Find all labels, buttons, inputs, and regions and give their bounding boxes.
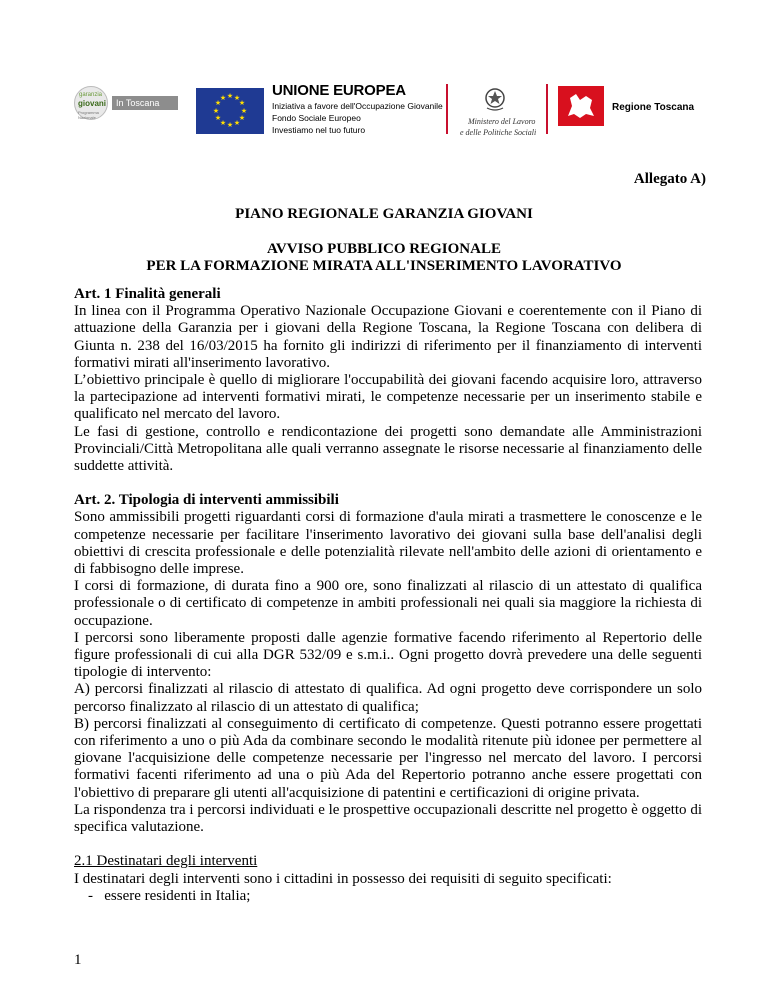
document-body xyxy=(74,286,702,905)
ministry-line-1: Ministero del Lavoro xyxy=(468,117,536,126)
art2-paragraph-2: I corsi di formazione, di durata fino a 900 ore, sono finalizzati al rilascio di un attestato di qualifica professionale o di certificato di competenze in ambiti professionali nei quali sia maggiore la richiesta di occupazione. xyxy=(74,578,702,629)
eu-line-3: Investiamo nel tuo futuro xyxy=(272,125,366,135)
svg-text:★: ★ xyxy=(226,121,234,129)
document-title: PIANO REGIONALE GARANZIA GIOVANI xyxy=(235,206,533,222)
garanzia-giovani-emblem xyxy=(74,86,108,120)
divider-bar xyxy=(546,84,548,134)
garanzia-giovani-logo xyxy=(74,86,180,120)
art2-paragraph-5: B) percorsi finalizzati al conseguimento di certificato di competenze. Questi potranno essere progettati con riferimento a uno o più Ada da combinare secondo le modalità ritenute più idonee per permettere al giovane l'acquisizione delle competenze necessarie per l'ingresso nel mercato del lavoro. I percorsi formativi facenti riferimento ad una o più Ada del Repertorio potranno anche essere progettati con l'obiettivo di preparare gli utenti all'acquisizione di patentini e certificazioni di origine privata. xyxy=(74,715,702,801)
art1-heading: Art. 1 Finalità generali xyxy=(74,286,221,302)
sec21-heading: 2.1 Destinatari degli interventi xyxy=(74,853,258,870)
page-number: 1 xyxy=(74,952,82,968)
art2-paragraph-3: I percorsi sono liberamente proposti dalle agenzie formative facendo riferimento al Repertorio delle figure professionali di cui alla DGR 532/09 e s.m.i.. Ogni progetto dovrà prevedere una delle seguenti tipologie di intervento: xyxy=(74,629,702,681)
svg-text:★: ★ xyxy=(233,119,241,127)
svg-text:★: ★ xyxy=(226,92,234,100)
art2-paragraph-1: Sono ammissibili progetti riguardanti corsi di formazione d'aula mirati a trasmettere le conoscenze e le competenze necessarie per facilitare l'inserimento lavorativo dei giovani sulla base dell'analisi degli obiettivi di crescita professionale e delle potenzialità rilevate nell'ambito delle azioni di orientamento e di fabbisogno delle imprese. xyxy=(74,509,702,578)
svg-text:★: ★ xyxy=(219,94,227,102)
eu-title: UNIONE EUROPEA xyxy=(272,82,406,99)
gg-logo-tag: In Toscana xyxy=(112,96,178,110)
spacer xyxy=(74,836,702,853)
art1-paragraph-2: L’obiettivo principale è quello di migliorare l'occupabilità dei giovani facendo acquisire loro, attraverso la partecipazione ad interventi formativi mirati, le competenze necessarie per un inserimento stabile e qualificato nel mercato del lavoro. xyxy=(74,372,702,423)
gg-logo-line3: Programma Nazionale xyxy=(78,110,99,120)
list-item-text: essere residenti in Italia; xyxy=(104,887,251,904)
art2-paragraph-6: La rispondenza tra i percorsi individuati e le prospettive occupazionali descritte nel progetto è oggetto di specifica valutazione. xyxy=(74,801,702,836)
gg-logo-line1: garanzia xyxy=(79,92,103,98)
list-item xyxy=(74,888,702,905)
region-name: Regione Toscana xyxy=(612,102,695,113)
art1-paragraph-3: Le fasi di gestione, controllo e rendicontazione dei progetti sono demandate alle Amministrazioni Provinciali/Città Metropolitana alle quali verranno assegnate le risorse necessarie al finanziamento delle suddette attività. xyxy=(74,423,702,475)
svg-text:★: ★ xyxy=(240,107,248,115)
letterhead xyxy=(0,0,768,150)
svg-text:★: ★ xyxy=(214,114,222,122)
svg-text:★: ★ xyxy=(214,99,222,107)
ministry-line-2: e delle Politiche Sociali xyxy=(460,128,537,137)
svg-text:★: ★ xyxy=(233,94,241,102)
document-subtitle-1: AVVISO PUBBLICO REGIONALE xyxy=(267,241,501,257)
regione-toscana-logo-icon xyxy=(558,86,604,126)
eu-line-2: Fondo Sociale Europeo xyxy=(272,113,361,123)
gg-logo-line2: giovani xyxy=(78,99,107,108)
art1-paragraph-1: In linea con il Programma Operativo Nazionale Occupazione Giovani e coerentemente con il Piano di attuazione della Garanzia per i giovani della Regione Toscana, la Regione Toscana con delibera di Giunta n. 238 del 16/03/2015 ha fornito gli indirizzi di riferimento per il finanziamento di interventi formativi mirati all'inserimento lavorativo. xyxy=(74,303,702,371)
divider-bar xyxy=(446,84,448,134)
art2-paragraph-4: A) percorsi finalizzati al rilascio di attestato di qualifica. Ad ogni progetto deve corrispondere un solo percorso finalizzato al rilascio di un attestato di qualifica; xyxy=(74,681,702,715)
spacer xyxy=(74,475,702,492)
svg-text:★: ★ xyxy=(212,107,220,115)
eu-flag-icon xyxy=(196,88,264,134)
svg-text:★: ★ xyxy=(219,119,227,127)
italian-republic-emblem-icon xyxy=(484,86,506,112)
svg-text:★: ★ xyxy=(238,114,246,122)
annex-label: Allegato A) xyxy=(633,171,706,187)
sec21-paragraph-1: I destinatari degli interventi sono i cittadini in possesso dei requisiti di seguito specificati: xyxy=(74,870,612,887)
svg-text:★: ★ xyxy=(238,99,246,107)
dash-bullet: - xyxy=(88,887,105,904)
art2-heading: Art. 2. Tipologia di interventi ammissibili xyxy=(74,492,339,509)
document-subtitle-2: PER LA FORMAZIONE MIRATA ALL'INSERIMENTO LAVORATIVO xyxy=(146,258,622,274)
eu-line-1: Iniziativa a favore dell'Occupazione Giovanile xyxy=(272,101,443,111)
